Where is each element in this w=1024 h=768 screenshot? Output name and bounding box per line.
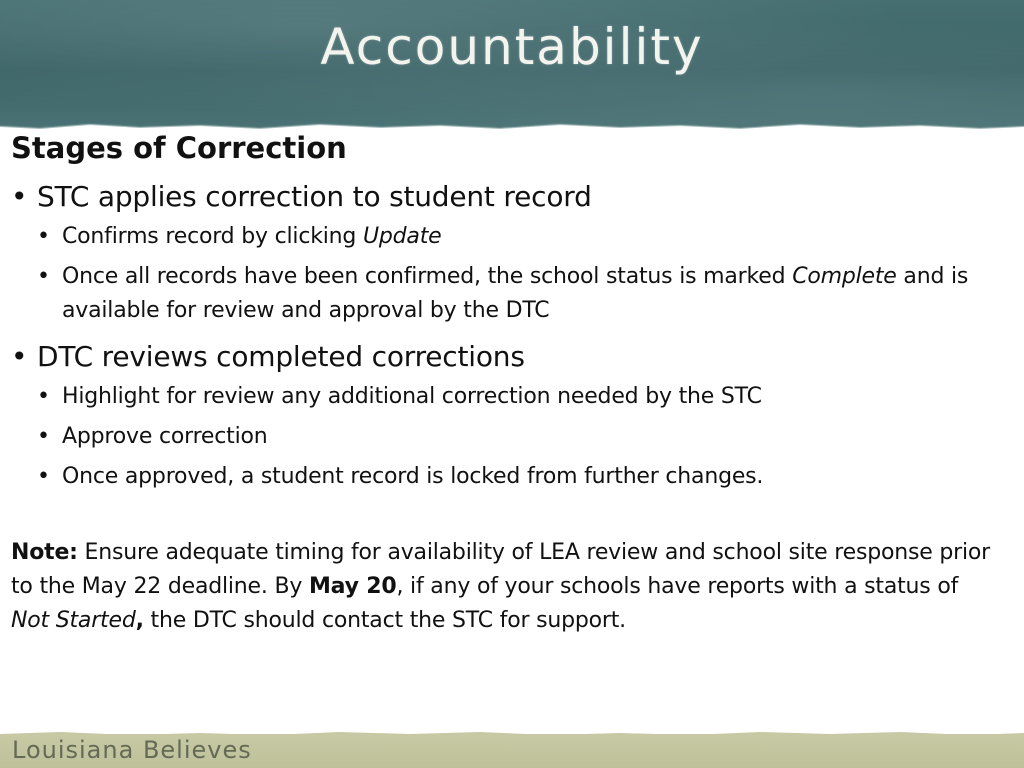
bullet-dtc-reviews (11, 340, 1011, 374)
note-status: Not Started (11, 608, 136, 633)
bullet-text: STC applies correction to student record (37, 180, 592, 213)
bullet-icon: • (11, 340, 28, 373)
bullet-icon: • (37, 464, 50, 489)
note-comma: , (135, 608, 144, 633)
bullet-icon: • (37, 264, 50, 289)
note-text: , if any of your schools have reports with a status of (396, 574, 959, 599)
sub-bullet-text: Confirms record by clicking (62, 224, 363, 249)
note-text: Ensure adequate timing for availability of LEA review and school site response prior to the May 22 deadline. By (11, 540, 991, 599)
slide-body (11, 128, 1011, 638)
bullet-icon: • (37, 384, 50, 409)
sub-bullet-locked (11, 460, 1011, 494)
sub-bullet-text: Highlight for review any additional correction needed by the STC (62, 384, 762, 409)
sub-bullet-text: Approve correction (62, 424, 268, 449)
sub-bullet-approve (11, 420, 1011, 454)
bullet-icon: • (37, 224, 50, 249)
sub-bullet-highlight (11, 380, 1011, 414)
sub-bullet-complete (11, 260, 1011, 328)
sub-bullet-text: Once all records have been confirmed, the school status is marked (62, 264, 793, 289)
bullet-icon: • (37, 424, 50, 449)
footer-brand: Louisiana Believes (12, 736, 252, 764)
note-text: the DTC should contact the STC for support. (143, 608, 626, 633)
sub-bullet-text: Once approved, a student record is locked from further changes. (62, 464, 764, 489)
sub-bullet-confirms (11, 220, 1011, 254)
footer-band (0, 734, 1024, 768)
complete-term: Complete (792, 264, 897, 289)
slide-title: Accountability (320, 18, 704, 76)
sub-bullet-text-cont: and is available for review and approval by the DTC (62, 264, 969, 323)
note-paragraph (11, 536, 1001, 638)
update-term: Update (362, 224, 442, 249)
note-date: May 20 (308, 574, 397, 599)
note-label: Note: (11, 540, 78, 565)
chalkboard-header (0, 0, 1024, 128)
bullet-stc-applies (11, 180, 1011, 214)
bullet-text: DTC reviews completed corrections (37, 340, 525, 373)
bullet-icon: • (11, 180, 28, 213)
section-heading: Stages of Correction (11, 131, 347, 165)
